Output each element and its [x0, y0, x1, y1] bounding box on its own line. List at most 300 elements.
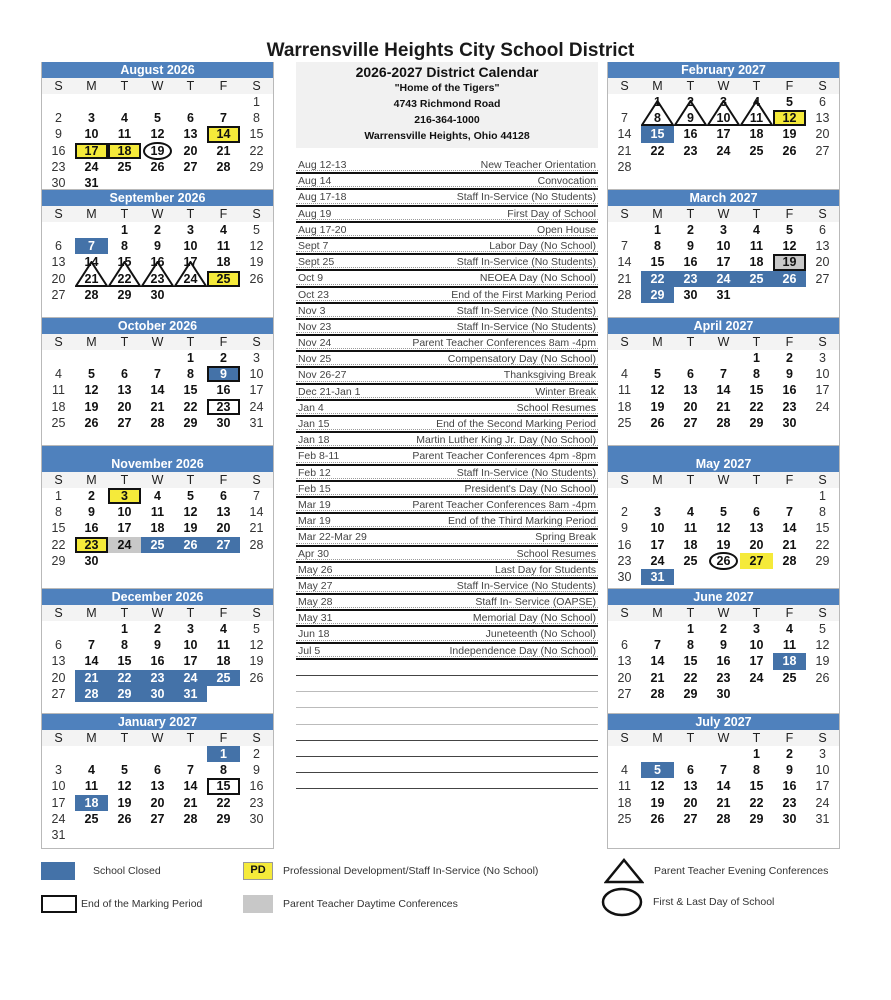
legend-label: Professional Development/Staff In-Service (No School) — [283, 865, 539, 877]
calendar-day: 15 — [683, 654, 698, 669]
calendar-day: 27 — [51, 287, 66, 302]
calendar-day: 6 — [687, 367, 694, 382]
calendar-day: 11 — [618, 383, 631, 398]
weekday-header: S — [240, 605, 273, 621]
calendar-day: 25 — [617, 811, 632, 826]
calendar-day: 16 — [84, 521, 99, 536]
weekday-header: M — [641, 334, 674, 350]
event-date: Feb 15 — [298, 482, 331, 495]
calendar-day: 24 — [716, 143, 731, 158]
empty-day — [141, 827, 174, 843]
event-description: Parent Teacher Conferences 8am -4pm — [412, 337, 596, 350]
event-date: Sept 25 — [298, 256, 335, 269]
calendar-day: 17 — [183, 654, 198, 669]
weekday-header: W — [141, 730, 174, 746]
empty-day — [108, 827, 141, 843]
calendar-day: 11 — [782, 638, 797, 653]
calendar-day: 5 — [187, 489, 194, 503]
event-date: Jun 18 — [298, 628, 330, 641]
calendar-day: 18 — [216, 255, 231, 270]
event-description: Labor Day (No School) — [489, 239, 596, 252]
calendar-day: 20 — [683, 399, 698, 414]
weekday-header: W — [141, 334, 174, 350]
calendar-day: 22 — [683, 670, 698, 685]
event-date: Feb 12 — [298, 466, 331, 479]
calendar-day: 29 — [108, 686, 141, 702]
calendar-day: 30 — [150, 287, 165, 302]
calendar-day: 25 — [207, 670, 240, 686]
calendar-day: 27 — [740, 553, 773, 569]
calendar-day: 24 — [249, 399, 264, 414]
weekday-header: T — [740, 605, 773, 621]
event-row — [296, 449, 598, 465]
calendar-day: 2 — [55, 111, 62, 126]
calendar-day: 6 — [187, 111, 194, 126]
calendar-day: 2 — [88, 489, 95, 503]
calendar-day: 17 — [815, 779, 830, 794]
calendar-day: 1 — [55, 489, 62, 503]
calendar-day: 23 — [683, 143, 698, 158]
calendar-day: 10 — [249, 367, 264, 382]
calendar-day: 8 — [253, 111, 260, 126]
calendar-day: 4 — [154, 489, 161, 503]
month-grid — [42, 472, 273, 569]
calendar-day: 14 — [617, 127, 632, 142]
empty-day — [240, 287, 273, 303]
calendar-day: 10 — [84, 127, 99, 142]
weekday-header: W — [141, 78, 174, 94]
calendar-day: 2 — [687, 223, 694, 237]
weekday-header: S — [806, 78, 839, 94]
calendar-day: 30 — [216, 415, 231, 430]
calendar-day: 14 — [716, 383, 731, 398]
event-date: Jan 18 — [298, 434, 330, 447]
legend-first-last — [601, 887, 774, 917]
calendar-day: 12 — [716, 521, 731, 536]
empty-day — [75, 94, 108, 110]
calendar-day: 12 — [782, 239, 797, 254]
blank-event-row — [296, 725, 598, 741]
empty-day — [707, 569, 740, 585]
calendar-day: 22 — [650, 143, 665, 158]
calendar-day: 19 — [141, 143, 174, 159]
calendar-day: 19 — [117, 795, 132, 810]
event-row — [296, 223, 598, 239]
weekday-header: F — [773, 78, 806, 94]
calendar-day: 14 — [207, 126, 240, 142]
weekday-header: T — [174, 334, 207, 350]
calendar-day: 12 — [84, 383, 99, 398]
calendar-day: 9 — [154, 239, 161, 254]
calendar-day: 27 — [683, 811, 698, 826]
calendar-column-left — [41, 62, 274, 849]
calendar-day: 7 — [154, 367, 161, 382]
blank-event-row — [296, 660, 598, 676]
calendar-day: 3 — [187, 223, 194, 237]
calendar-day: 20 — [51, 271, 66, 286]
empty-day — [42, 94, 75, 110]
calendar-day: 22 — [815, 537, 830, 552]
calendar-day: 11 — [216, 239, 231, 254]
calendar-day: 16 — [716, 654, 731, 669]
empty-day — [174, 175, 207, 191]
calendar-day: 14 — [716, 779, 731, 794]
calendar-day: 16 — [782, 383, 797, 398]
calendar-day: 19 — [249, 255, 264, 270]
event-date: Aug 14 — [298, 175, 332, 188]
calendar-day: 11 — [216, 638, 231, 653]
calendar-day: 5 — [819, 622, 826, 636]
weekday-header: T — [108, 472, 141, 488]
empty-day — [806, 569, 839, 585]
calendar-day: 6 — [687, 763, 694, 778]
event-row — [296, 595, 598, 611]
event-row — [296, 320, 598, 336]
calendar-day: 17 — [716, 255, 731, 270]
calendar-day: 27 — [815, 271, 830, 286]
weekday-header: M — [641, 730, 674, 746]
event-row — [296, 433, 598, 449]
empty-day — [707, 350, 740, 366]
weekday-header: S — [42, 472, 75, 488]
event-date: Apr 30 — [298, 547, 329, 560]
calendar-day: 19 — [183, 521, 198, 536]
calendar-day: 25 — [84, 811, 99, 826]
empty-day — [141, 94, 174, 110]
event-description: Convocation — [537, 175, 596, 188]
calendar-day: 20 — [51, 670, 66, 685]
event-row — [296, 547, 598, 563]
weekday-header: S — [42, 605, 75, 621]
weekday-header: T — [174, 605, 207, 621]
calendar-day: 30 — [782, 811, 797, 826]
circle-icon — [601, 887, 643, 917]
weekday-header: T — [108, 605, 141, 621]
school-closed-swatch — [41, 862, 75, 880]
event-date: Sept 7 — [298, 239, 329, 252]
calendar-day: 11 — [84, 779, 99, 794]
calendar-day: 6 — [55, 638, 62, 653]
event-description: Compensatory Day (No School) — [447, 353, 596, 366]
empty-day — [42, 222, 75, 238]
event-description: End of the Second Marking Period — [436, 418, 596, 430]
calendar-day: 4 — [753, 95, 760, 109]
calendar-day: 21 — [782, 537, 797, 552]
calendar-day: 25 — [117, 159, 132, 174]
calendar-day: 26 — [707, 553, 740, 569]
calendar-day: 6 — [154, 763, 161, 778]
calendar-day: 26 — [174, 537, 207, 553]
event-description: End of the First Marking Period — [451, 288, 596, 301]
calendar-day: 10 — [707, 110, 740, 126]
calendar-day: 16 — [216, 383, 231, 398]
month-grid — [608, 334, 839, 431]
weekday-header: S — [42, 78, 75, 94]
event-description: NEOEA Day (No School) — [479, 272, 596, 285]
calendar-day: 20 — [815, 255, 830, 270]
calendar-day: 20 — [815, 127, 830, 142]
calendar-day: 26 — [117, 811, 132, 826]
calendar-day: 28 — [75, 686, 108, 702]
calendar-day: 30 — [782, 415, 797, 430]
weekday-header: W — [707, 730, 740, 746]
calendar-day: 25 — [683, 553, 698, 568]
event-date: Aug 17-18 — [298, 191, 347, 204]
calendar-day: 29 — [749, 811, 764, 826]
calendar-day: 19 — [650, 795, 665, 810]
calendar-day: 22 — [108, 670, 141, 686]
calendar-day: 3 — [253, 351, 260, 365]
event-date: May 27 — [298, 579, 333, 592]
empty-day — [674, 159, 707, 175]
calendar-day: 13 — [51, 654, 66, 669]
weekday-header: T — [740, 730, 773, 746]
calendar-day: 26 — [815, 670, 830, 685]
empty-day — [641, 746, 674, 762]
empty-day — [608, 621, 641, 637]
event-row — [296, 563, 598, 579]
event-row — [296, 417, 598, 433]
calendar-day: 22 — [51, 537, 66, 552]
calendar-day: 28 — [249, 537, 264, 552]
event-date: May 26 — [298, 563, 333, 576]
calendar-day: 11 — [749, 239, 764, 254]
calendar-day: 24 — [108, 537, 141, 553]
events-column — [296, 62, 598, 789]
event-row — [296, 644, 598, 660]
event-row — [296, 271, 598, 287]
month-calendar — [607, 714, 840, 849]
calendar-day: 17 — [75, 143, 108, 159]
calendar-day: 28 — [650, 686, 665, 701]
calendar-day: 16 — [249, 779, 264, 794]
calendar-day: 13 — [150, 779, 165, 794]
calendar-day: 30 — [617, 569, 632, 584]
month-grid — [42, 605, 273, 702]
calendar-day: 4 — [621, 367, 628, 382]
calendar-day: 10 — [749, 638, 764, 653]
event-date: Mar 19 — [298, 498, 331, 511]
empty-day — [207, 287, 240, 303]
calendar-day: 16 — [617, 537, 632, 552]
weekday-header: T — [740, 472, 773, 488]
event-description: End of the Third Marking Period — [447, 515, 596, 528]
legend-ptec — [604, 858, 828, 884]
calendar-day: 30 — [51, 175, 66, 190]
blank-event-row — [296, 692, 598, 708]
calendar-day: 20 — [150, 795, 165, 810]
calendar-day: 25 — [617, 415, 632, 430]
empty-day — [174, 287, 207, 303]
calendar-day: 22 — [749, 399, 764, 414]
calendar-day: 8 — [187, 367, 194, 382]
event-description: Parent Teacher Conferences 4pm -8pm — [412, 450, 596, 463]
calendar-day: 27 — [117, 415, 132, 430]
calendar-day: 10 — [650, 521, 665, 536]
empty-day — [707, 488, 740, 504]
calendar-day: 16 — [683, 255, 698, 270]
weekday-header: M — [641, 78, 674, 94]
event-description: New Teacher Orientation — [480, 159, 596, 171]
calendar-day: 7 — [621, 239, 628, 254]
legend-label: Parent Teacher Daytime Conferences — [283, 898, 458, 910]
calendar-day: 10 — [183, 638, 198, 653]
calendar-day: 26 — [150, 159, 165, 174]
calendar-day: 23 — [782, 399, 797, 414]
event-date: Feb 8-11 — [298, 450, 340, 463]
weekday-header: T — [740, 78, 773, 94]
weekday-header: S — [608, 472, 641, 488]
calendar-day: 22 — [249, 143, 264, 158]
calendar-column-right — [607, 62, 840, 849]
weekday-header: S — [240, 78, 273, 94]
calendar-day: 15 — [749, 383, 764, 398]
event-date: Jan 4 — [298, 401, 324, 414]
event-row — [296, 207, 598, 223]
calendar-day: 14 — [84, 654, 99, 669]
month-header: January 2027 — [42, 714, 273, 730]
calendar-day: 13 — [51, 255, 66, 270]
weekday-header: T — [174, 78, 207, 94]
calendar-day: 7 — [88, 638, 95, 653]
month-header: September 2026 — [42, 190, 273, 206]
calendar-day: 9 — [621, 521, 628, 536]
calendar-day: 14 — [782, 521, 797, 536]
empty-day — [608, 350, 641, 366]
phone: 216-364-1000 — [414, 114, 480, 126]
calendar-day: 17 — [749, 654, 764, 669]
calendar-day: 12 — [249, 239, 264, 254]
calendar-day: 27 — [207, 537, 240, 553]
calendar-day: 19 — [815, 654, 830, 669]
empty-day — [674, 569, 707, 585]
calendar-day: 23 — [249, 795, 264, 810]
weekday-header: T — [174, 472, 207, 488]
calendar-day: 21 — [617, 271, 632, 286]
weekday-header: T — [108, 334, 141, 350]
calendar-day: 17 — [117, 521, 132, 536]
calendar-day: 16 — [51, 143, 66, 158]
month-header: April 2027 — [608, 318, 839, 334]
empty-day — [674, 746, 707, 762]
weekday-header: S — [806, 334, 839, 350]
event-row — [296, 158, 598, 174]
empty-day — [141, 175, 174, 191]
calendar-day: 13 — [683, 779, 698, 794]
calendar-day: 28 — [84, 287, 99, 302]
calendar-day: 13 — [683, 383, 698, 398]
empty-day — [608, 94, 641, 110]
calendar-day: 24 — [815, 795, 830, 810]
empty-day — [740, 488, 773, 504]
weekday-header: F — [207, 605, 240, 621]
calendar-day: 31 — [716, 287, 731, 302]
empty-day — [240, 686, 273, 702]
calendar-day: 29 — [641, 287, 674, 303]
calendar-day: 3 — [187, 622, 194, 636]
calendar-day: 28 — [617, 287, 632, 302]
weekday-header: S — [42, 334, 75, 350]
calendar-day: 13 — [815, 239, 830, 254]
event-list — [296, 158, 598, 789]
empty-day — [75, 621, 108, 637]
calendar-day: 5 — [720, 505, 727, 520]
legend — [0, 862, 891, 922]
event-date: Aug 17-20 — [298, 223, 347, 236]
empty-day — [773, 287, 806, 303]
calendar-day: 26 — [650, 811, 665, 826]
legend-label: First & Last Day of School — [653, 896, 775, 908]
calendar-day: 14 — [650, 654, 665, 669]
event-date: Aug 19 — [298, 207, 332, 220]
weekday-header: T — [108, 730, 141, 746]
weekday-header: F — [773, 206, 806, 222]
calendar-day: 8 — [220, 763, 227, 778]
calendar-day: 24 — [174, 670, 207, 686]
month-calendar — [41, 190, 274, 318]
weekday-header: W — [707, 78, 740, 94]
calendar-day: 27 — [815, 143, 830, 158]
calendar-day: 10 — [51, 779, 66, 794]
calendar-day: 4 — [88, 763, 95, 778]
calendar-day: 13 — [183, 127, 198, 142]
pd-badge: PD — [243, 862, 273, 880]
calendar-day: 16 — [150, 654, 165, 669]
weekday-header: S — [806, 730, 839, 746]
month-calendar — [607, 190, 840, 318]
weekday-header: S — [806, 605, 839, 621]
calendar-day: 17 — [650, 537, 665, 552]
calendar-day: 5 — [654, 367, 661, 382]
calendar-day: 15 — [117, 654, 132, 669]
calendar-day: 20 — [749, 537, 764, 552]
calendar-day: 2 — [253, 747, 260, 761]
month-calendar — [41, 318, 274, 446]
month-calendar — [41, 714, 274, 849]
empty-day — [674, 488, 707, 504]
event-row — [296, 579, 598, 595]
calendar-day: 9 — [687, 239, 694, 254]
empty-day — [75, 827, 108, 843]
empty-day — [75, 350, 108, 366]
event-description: Staff In- Service (OAPSE) — [475, 596, 596, 609]
calendar-day: 20 — [216, 521, 231, 536]
calendar-day: 11 — [740, 110, 773, 126]
calendar-day: 3 — [55, 763, 62, 778]
calendar-day: 12 — [650, 383, 665, 398]
event-date: Nov 23 — [298, 320, 332, 333]
calendar-day: 13 — [617, 654, 632, 669]
calendar-day: 19 — [773, 254, 806, 270]
calendar-day: 28 — [183, 811, 198, 826]
calendar-day: 23 — [674, 271, 707, 287]
calendar-day: 4 — [621, 763, 628, 778]
calendar-day: 8 — [753, 367, 760, 382]
calendar-day: 16 — [782, 779, 797, 794]
calendar-day: 16 — [150, 255, 165, 270]
calendar-day: 17 — [716, 127, 731, 142]
weekday-header: S — [240, 730, 273, 746]
empty-day — [740, 686, 773, 702]
legend-label: School Closed — [93, 865, 161, 877]
calendar-day: 4 — [220, 622, 227, 636]
empty-day — [42, 350, 75, 366]
calendar-day: 9 — [207, 366, 240, 382]
legend-label: End of the Marking Period — [81, 898, 203, 910]
month-header: May 2027 — [608, 446, 839, 472]
empty-day — [141, 553, 174, 569]
calendar-day: 19 — [249, 654, 264, 669]
